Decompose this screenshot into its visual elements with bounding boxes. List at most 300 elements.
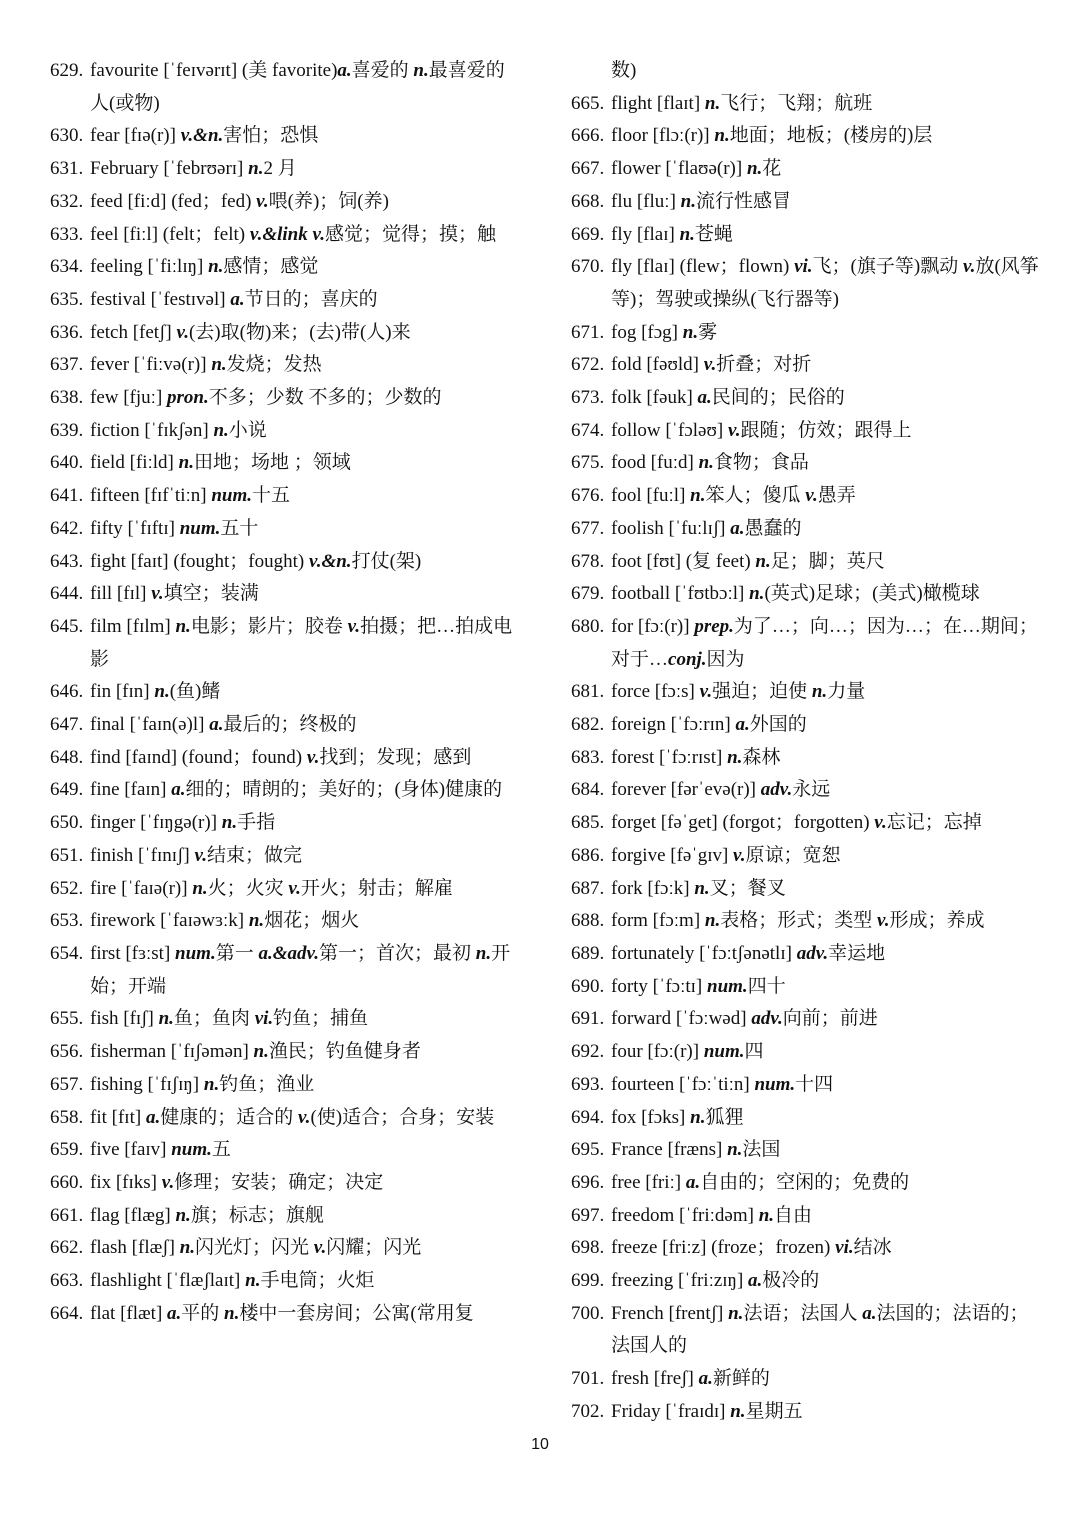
entry-text: fourteen [ˈfɔːˈtiːn] <box>611 1073 755 1095</box>
entry-text: 愚弄 <box>817 485 856 507</box>
entry-text: 小说 <box>228 419 267 441</box>
entry-number: 654. <box>50 942 84 964</box>
entry-text: 手电筒；火炬 <box>260 1270 375 1292</box>
entry-text: 开始；开端 <box>90 942 511 997</box>
entry-text: 跟随；仿效；跟得上 <box>740 419 912 441</box>
part-of-speech: n. <box>704 92 721 114</box>
entry-number: 700. <box>571 1302 605 1324</box>
vocab-entry <box>571 1200 1041 1233</box>
vocab-entry <box>50 1265 520 1298</box>
entry-text: February [ˈfebrʊərɪ] <box>90 158 249 180</box>
vocab-entry <box>50 415 520 448</box>
part-of-speech: n. <box>755 550 771 572</box>
part-of-speech: n. <box>679 223 695 245</box>
entry-text: folk [fəuk] <box>611 387 698 409</box>
vocab-entry <box>571 1232 1041 1265</box>
entry-text: 笨人；傻瓜 <box>705 485 806 507</box>
entry-number: 655. <box>50 1008 84 1030</box>
entry-number: 667. <box>571 158 605 180</box>
entry-text: fifty [ˈfɪftɪ] <box>90 517 180 539</box>
part-of-speech: a.&adv. <box>258 942 319 964</box>
part-of-speech: v. <box>733 844 746 866</box>
vocab-entry <box>50 873 520 906</box>
part-of-speech: n. <box>192 877 208 899</box>
part-of-speech: v. <box>703 354 717 376</box>
entry-text: fork [fɔːk] <box>611 877 695 899</box>
entry-text: fly [flaɪ] (flew；flown) <box>611 256 795 278</box>
entry-text: flag [flæg] <box>90 1204 176 1226</box>
entry-text: 感觉；觉得；摸；触 <box>324 223 496 245</box>
part-of-speech: a. <box>862 1302 877 1324</box>
entry-text: few [fjuː] <box>90 387 168 409</box>
vocab-entry <box>571 1036 1041 1069</box>
part-of-speech: v. <box>288 877 301 899</box>
entry-text: fetch [fetʃ] <box>90 321 177 343</box>
part-of-speech: num. <box>211 485 253 507</box>
vocab-entry <box>571 578 1041 611</box>
entry-text: (使)适合；合身；安装 <box>310 1106 495 1128</box>
part-of-speech: v.&link v. <box>249 223 325 245</box>
entry-text: fill [fɪl] <box>90 583 152 605</box>
entry-text: 修理；安装；确定；决定 <box>174 1171 384 1193</box>
entry-number: 666. <box>571 125 605 147</box>
part-of-speech: a. <box>698 1368 713 1390</box>
vocab-entry <box>50 120 520 153</box>
vocab-entry <box>50 1200 520 1233</box>
entry-number: 693. <box>571 1073 605 1095</box>
entry-text: 永远 <box>792 779 831 801</box>
part-of-speech: v. <box>256 190 269 212</box>
part-of-speech: v. <box>805 485 818 507</box>
part-of-speech: n. <box>475 942 492 964</box>
entry-text: 折叠；对折 <box>716 354 812 376</box>
entry-number: 630. <box>50 125 84 147</box>
part-of-speech: n. <box>248 910 265 932</box>
entry-number: 657. <box>50 1073 84 1095</box>
part-of-speech: vi. <box>254 1008 274 1030</box>
part-of-speech: a. <box>685 1171 701 1193</box>
entry-number: 689. <box>571 942 605 964</box>
vocab-entry <box>571 88 1041 121</box>
entry-number: 656. <box>50 1041 84 1063</box>
entry-text: 十四 <box>795 1073 834 1095</box>
entry-number: 670. <box>571 256 605 278</box>
entry-text: Friday [ˈfraɪdɪ] <box>611 1400 731 1422</box>
left-column <box>50 55 520 1330</box>
entry-text: freeze [friːz] (froze；frozen) <box>611 1237 836 1259</box>
entry-text: fever [ˈfiːvə(r)] <box>90 354 212 376</box>
part-of-speech: conj. <box>668 648 707 670</box>
entry-text: fix [fɪks] <box>90 1171 162 1193</box>
entry-number: 647. <box>50 714 84 736</box>
part-of-speech: n. <box>248 158 264 180</box>
entry-text: 苍蝇 <box>694 223 733 245</box>
entry-text: foolish [ˈfuːlɪʃ] <box>611 517 731 539</box>
entry-text: 地面；地板；(楼房的)层 <box>729 125 933 147</box>
entry-text: 电影；影片；胶卷 <box>190 615 348 637</box>
entry-text: flu [fluː] <box>611 190 681 212</box>
vocab-entry <box>571 55 1041 88</box>
vocab-entry <box>571 1396 1041 1429</box>
part-of-speech: v. <box>728 419 741 441</box>
part-of-speech: v. <box>877 910 890 932</box>
entry-number: 632. <box>50 190 84 212</box>
entry-number: 633. <box>50 223 84 245</box>
entry-text: 结束；做完 <box>206 844 302 866</box>
entry-text: forgive [fəˈgɪv] <box>611 844 734 866</box>
vocab-entry <box>571 1298 1041 1363</box>
vocab-entry <box>50 1102 520 1135</box>
part-of-speech: v.&n. <box>180 125 224 147</box>
vocab-entry <box>571 676 1041 709</box>
entry-text: flower [ˈflaʊə(r)] <box>611 158 747 180</box>
part-of-speech: n. <box>253 1041 269 1063</box>
entry-text: 极冷的 <box>762 1270 820 1292</box>
entry-text: (英式)足球；(美式)橄榄球 <box>764 583 980 605</box>
vocab-entry <box>571 480 1041 513</box>
part-of-speech: adv. <box>760 779 793 801</box>
part-of-speech: a. <box>171 779 186 801</box>
part-of-speech: num. <box>179 517 221 539</box>
vocab-entry <box>571 1167 1041 1200</box>
entry-number: 660. <box>50 1171 84 1193</box>
vocab-entry <box>50 807 520 840</box>
vocab-entry <box>571 120 1041 153</box>
part-of-speech: v. <box>347 615 361 637</box>
entry-text: 田地；场地 ；领域 <box>193 452 351 474</box>
entry-text: follow [ˈfɔləʊ] <box>611 419 728 441</box>
entry-text: football [ˈfʊtbɔːl] <box>611 583 750 605</box>
part-of-speech: n. <box>746 158 763 180</box>
entry-number: 685. <box>571 812 605 834</box>
entry-text: for [fɔː(r)] <box>611 615 695 637</box>
entry-text: favourite [ˈfeɪvərɪt] (美 favorite) <box>90 60 338 81</box>
entry-number: 640. <box>50 452 84 474</box>
entry-text: 烟花；烟火 <box>264 910 360 932</box>
entry-number: 639. <box>50 419 84 441</box>
part-of-speech: n. <box>413 60 429 81</box>
entry-number: 651. <box>50 844 84 866</box>
entry-number: 650. <box>50 812 84 834</box>
vocab-entry <box>50 905 520 938</box>
entry-text: forward [ˈfɔːwəd] <box>611 1008 752 1030</box>
entry-text: 外国的 <box>749 714 807 736</box>
entry-text: French [frentʃ] <box>611 1302 729 1324</box>
entry-text: 开火；射击；解雇 <box>300 877 453 899</box>
vocab-entry <box>571 905 1041 938</box>
entry-text: 最后的；终极的 <box>223 714 357 736</box>
entry-text: flashlight [ˈflæʃlaɪt] <box>90 1270 246 1292</box>
entry-text: 手指 <box>237 812 276 834</box>
entry-number: 679. <box>571 583 605 605</box>
vocab-entry <box>571 1102 1041 1135</box>
entry-text: 钓鱼；渔业 <box>219 1073 315 1095</box>
vocab-entry <box>571 186 1041 219</box>
entry-text: 愚蠢的 <box>744 517 802 539</box>
part-of-speech: a. <box>145 1106 161 1128</box>
entry-text: 飞；(旗子等)飘动 <box>812 256 963 278</box>
entry-number: 696. <box>571 1171 605 1193</box>
entry-number: 683. <box>571 746 605 768</box>
entry-text: 狐狸 <box>705 1106 744 1128</box>
entry-text: food [fuːd] <box>611 452 699 474</box>
entry-text: 叉；餐叉 <box>709 877 786 899</box>
entry-text: 为了…；向…；因为…；在…期间；对于… <box>611 615 1038 670</box>
entry-text: 细的；晴朗的；美好的；(身体)健康的 <box>185 779 503 801</box>
entry-text: festival [ˈfestɪvəl] <box>90 288 231 310</box>
entry-text: 填空；装满 <box>163 583 259 605</box>
entry-text: forest [ˈfɔːrɪst] <box>611 746 728 768</box>
vocab-entry <box>50 1134 520 1167</box>
entry-text: feeling [ˈfiːlɪŋ] <box>90 256 209 278</box>
vocab-entry <box>571 447 1041 480</box>
entry-number: 668. <box>571 190 605 212</box>
entry-text: fox [fɔks] <box>611 1106 691 1128</box>
vocab-entry <box>571 219 1041 252</box>
entry-text: fiction [ˈfɪkʃən] <box>90 419 214 441</box>
entry-number: 675. <box>571 452 605 474</box>
entry-text: flat [flæt] <box>90 1302 168 1324</box>
part-of-speech: a. <box>748 1270 763 1292</box>
entry-text: fishing [ˈfɪʃɪŋ] <box>90 1073 204 1095</box>
part-of-speech: n. <box>203 1073 220 1095</box>
entry-number: 702. <box>571 1400 605 1422</box>
vocab-entry <box>571 611 1041 676</box>
part-of-speech: a. <box>735 714 750 736</box>
entry-number: 638. <box>50 387 84 409</box>
entry-text: fin [fɪn] <box>90 681 155 703</box>
entry-text: 花 <box>762 158 782 180</box>
entry-number: 686. <box>571 844 605 866</box>
vocab-entry <box>50 742 520 775</box>
entry-text: 数) <box>611 60 637 81</box>
entry-text: 十五 <box>252 485 291 507</box>
entry-number: 671. <box>571 321 605 343</box>
entry-text: 感情；感觉 <box>223 256 319 278</box>
entry-number: 677. <box>571 517 605 539</box>
entry-number: 665. <box>571 92 605 114</box>
entry-text: finish [ˈfɪnɪʃ] <box>90 844 195 866</box>
vocab-entry <box>50 709 520 742</box>
entry-text: forty [ˈfɔːtɪ] <box>611 975 708 997</box>
entry-number: 698. <box>571 1237 605 1259</box>
vocab-entry <box>50 284 520 317</box>
entry-text: 新鲜的 <box>712 1368 770 1390</box>
entry-number: 669. <box>571 223 605 245</box>
entry-text: 食物；食品 <box>713 452 809 474</box>
vocab-entry <box>571 546 1041 579</box>
entry-number: 682. <box>571 714 605 736</box>
entry-number: 684. <box>571 779 605 801</box>
entry-text: fold [fəʊld] <box>611 354 704 376</box>
entry-text: 鱼；鱼肉 <box>173 1008 255 1030</box>
part-of-speech: n. <box>758 1204 775 1226</box>
entry-number: 687. <box>571 877 605 899</box>
entry-text: 找到；发现；感到 <box>319 746 472 768</box>
vocab-entry <box>50 1036 520 1069</box>
entry-text: fool [fuːl] <box>611 485 691 507</box>
entry-number: 652. <box>50 877 84 899</box>
entry-text: foot [fʊt] (复 feet) <box>611 550 756 572</box>
entry-text: fine [faɪn] <box>90 779 172 801</box>
part-of-speech: n. <box>730 1400 746 1422</box>
entry-number: 642. <box>50 517 84 539</box>
entry-text: 力量 <box>827 681 866 703</box>
entry-text: France [fræns] <box>611 1139 728 1161</box>
part-of-speech: num. <box>754 1073 796 1095</box>
entry-text: 雾 <box>698 321 718 343</box>
vocab-entry <box>50 578 520 611</box>
right-column <box>571 55 1041 1429</box>
entry-text: 四 <box>744 1041 764 1063</box>
vocab-entry <box>50 611 520 676</box>
part-of-speech: a. <box>230 288 245 310</box>
part-of-speech: n. <box>682 321 699 343</box>
entry-text: form [fɔːm] <box>611 910 705 932</box>
entry-number: 694. <box>571 1106 605 1128</box>
entry-number: 643. <box>50 550 84 572</box>
vocab-entry <box>571 774 1041 807</box>
part-of-speech: n. <box>175 615 191 637</box>
entry-text: 火；火灾 <box>207 877 289 899</box>
entry-text: 形成；养成 <box>889 910 985 932</box>
vocab-entry <box>50 251 520 284</box>
entry-text: fly [flaɪ] <box>611 223 680 245</box>
vocab-entry <box>50 153 520 186</box>
part-of-speech: n. <box>179 1237 196 1259</box>
entry-number: 645. <box>50 615 84 637</box>
entry-number: 690. <box>571 975 605 997</box>
entry-number: 680. <box>571 615 605 637</box>
entry-number: 691. <box>571 1008 605 1030</box>
entry-text: 自由 <box>774 1204 813 1226</box>
part-of-speech: vi. <box>794 256 813 278</box>
vocab-entry <box>571 382 1041 415</box>
entry-text: free [friː] <box>611 1171 686 1193</box>
vocab-entry <box>50 1298 520 1331</box>
entry-text: 喂(养)；饲(养) <box>268 190 389 212</box>
entry-text: find [faɪnd] (found；found) <box>90 746 307 768</box>
part-of-speech: n. <box>698 452 714 474</box>
entry-text: freedom [ˈfriːdəm] <box>611 1204 759 1226</box>
entry-text: finger [ˈfɪŋgə(r)] <box>90 812 222 834</box>
entry-number: 674. <box>571 419 605 441</box>
entry-text: 闪耀；闪光 <box>326 1237 422 1259</box>
entry-text: final [ˈfaɪn(ə)l] <box>90 714 210 736</box>
entry-text: 足；脚；英尺 <box>770 550 885 572</box>
entry-number: 659. <box>50 1139 84 1161</box>
part-of-speech: n. <box>727 1139 743 1161</box>
entry-text: 第一；首次；最初 <box>318 942 476 964</box>
part-of-speech: n. <box>154 681 170 703</box>
entry-text: (鱼)鳍 <box>169 681 221 703</box>
entry-text: first [fɜːst] <box>90 942 176 964</box>
entry-text: firework [ˈfaɪəwɜːk] <box>90 910 249 932</box>
vocab-entry <box>50 1232 520 1265</box>
vocab-entry <box>571 742 1041 775</box>
entry-text: foreign [ˈfɔːrɪn] <box>611 714 736 736</box>
part-of-speech: a. <box>337 60 352 81</box>
part-of-speech: n. <box>714 125 730 147</box>
entry-text: fear [fɪə(r)] <box>90 125 181 147</box>
entry-text: feel [fiːl] (felt；felt) <box>90 223 250 245</box>
part-of-speech: a. <box>167 1302 182 1324</box>
part-of-speech: v. <box>297 1106 311 1128</box>
entry-text: 害怕；恐惧 <box>223 125 319 147</box>
part-of-speech: n. <box>208 256 224 278</box>
entry-text: 结冰 <box>853 1237 892 1259</box>
vocab-entry <box>50 1003 520 1036</box>
entry-text: 节日的；喜庆的 <box>244 288 378 310</box>
vocab-entry <box>571 807 1041 840</box>
vocab-entry <box>571 873 1041 906</box>
part-of-speech: adv. <box>796 942 829 964</box>
part-of-speech: n. <box>224 1302 240 1324</box>
entry-text: floor [flɔː(r)] <box>611 125 715 147</box>
entry-text: 民间的；民俗的 <box>711 387 845 409</box>
entry-text: film [fɪlm] <box>90 615 176 637</box>
part-of-speech: adv. <box>751 1008 783 1030</box>
part-of-speech: n. <box>175 1204 191 1226</box>
part-of-speech: n. <box>694 877 710 899</box>
entry-text: 打仗(架) <box>351 550 422 572</box>
entry-text: 2 月 <box>263 158 297 180</box>
vocab-entry <box>571 938 1041 971</box>
entry-text: fisherman [ˈfɪʃəmən] <box>90 1041 254 1063</box>
entry-text: five [faɪv] <box>90 1139 172 1161</box>
vocab-entry <box>50 55 520 120</box>
entry-text: flight [flaɪt] <box>611 92 705 114</box>
vocab-entry <box>571 349 1041 382</box>
part-of-speech: v. <box>699 681 713 703</box>
entry-text: four [fɔː(r)] <box>611 1041 704 1063</box>
entry-text: freezing [ˈfriːzɪŋ] <box>611 1270 749 1292</box>
vocab-entry <box>571 1134 1041 1167</box>
part-of-speech: n. <box>704 910 721 932</box>
entry-number: 631. <box>50 158 84 180</box>
part-of-speech: v.&n. <box>308 550 352 572</box>
part-of-speech: v. <box>151 583 164 605</box>
entry-text: fit [fɪt] <box>90 1106 146 1128</box>
entry-text: 五 <box>211 1139 231 1161</box>
entry-text: field [fiːld] <box>90 452 179 474</box>
vocab-entry <box>50 349 520 382</box>
entry-text: 最喜爱的人(或物) <box>90 60 505 114</box>
entry-text: 法语；法国人 <box>743 1302 863 1324</box>
entry-text: 拍摄；把…拍成电影 <box>90 615 513 670</box>
entry-text: 喜爱的 <box>351 60 414 81</box>
entry-text: flash [flæʃ] <box>90 1237 180 1259</box>
entry-number: 648. <box>50 746 84 768</box>
entry-text: 幸运地 <box>828 942 886 964</box>
entry-text: 飞行；飞翔；航班 <box>720 92 873 114</box>
entry-text: 森林 <box>742 746 781 768</box>
vocab-entry <box>50 1069 520 1102</box>
vocab-entry <box>571 709 1041 742</box>
part-of-speech: prep. <box>694 615 734 637</box>
vocab-entry <box>50 546 520 579</box>
entry-number: 649. <box>50 779 84 801</box>
entry-text: 旗；标志；旗舰 <box>190 1204 324 1226</box>
part-of-speech: n. <box>690 485 706 507</box>
vocab-entry <box>50 938 520 1003</box>
entry-text: fire [ˈfaɪə(r)] <box>90 877 193 899</box>
vocab-entry <box>571 317 1041 350</box>
part-of-speech: n. <box>213 419 229 441</box>
entry-number: 663. <box>50 1270 84 1292</box>
vocab-entry <box>50 676 520 709</box>
entry-text: (去)取(物)来；(去)带(人)来 <box>188 321 411 343</box>
